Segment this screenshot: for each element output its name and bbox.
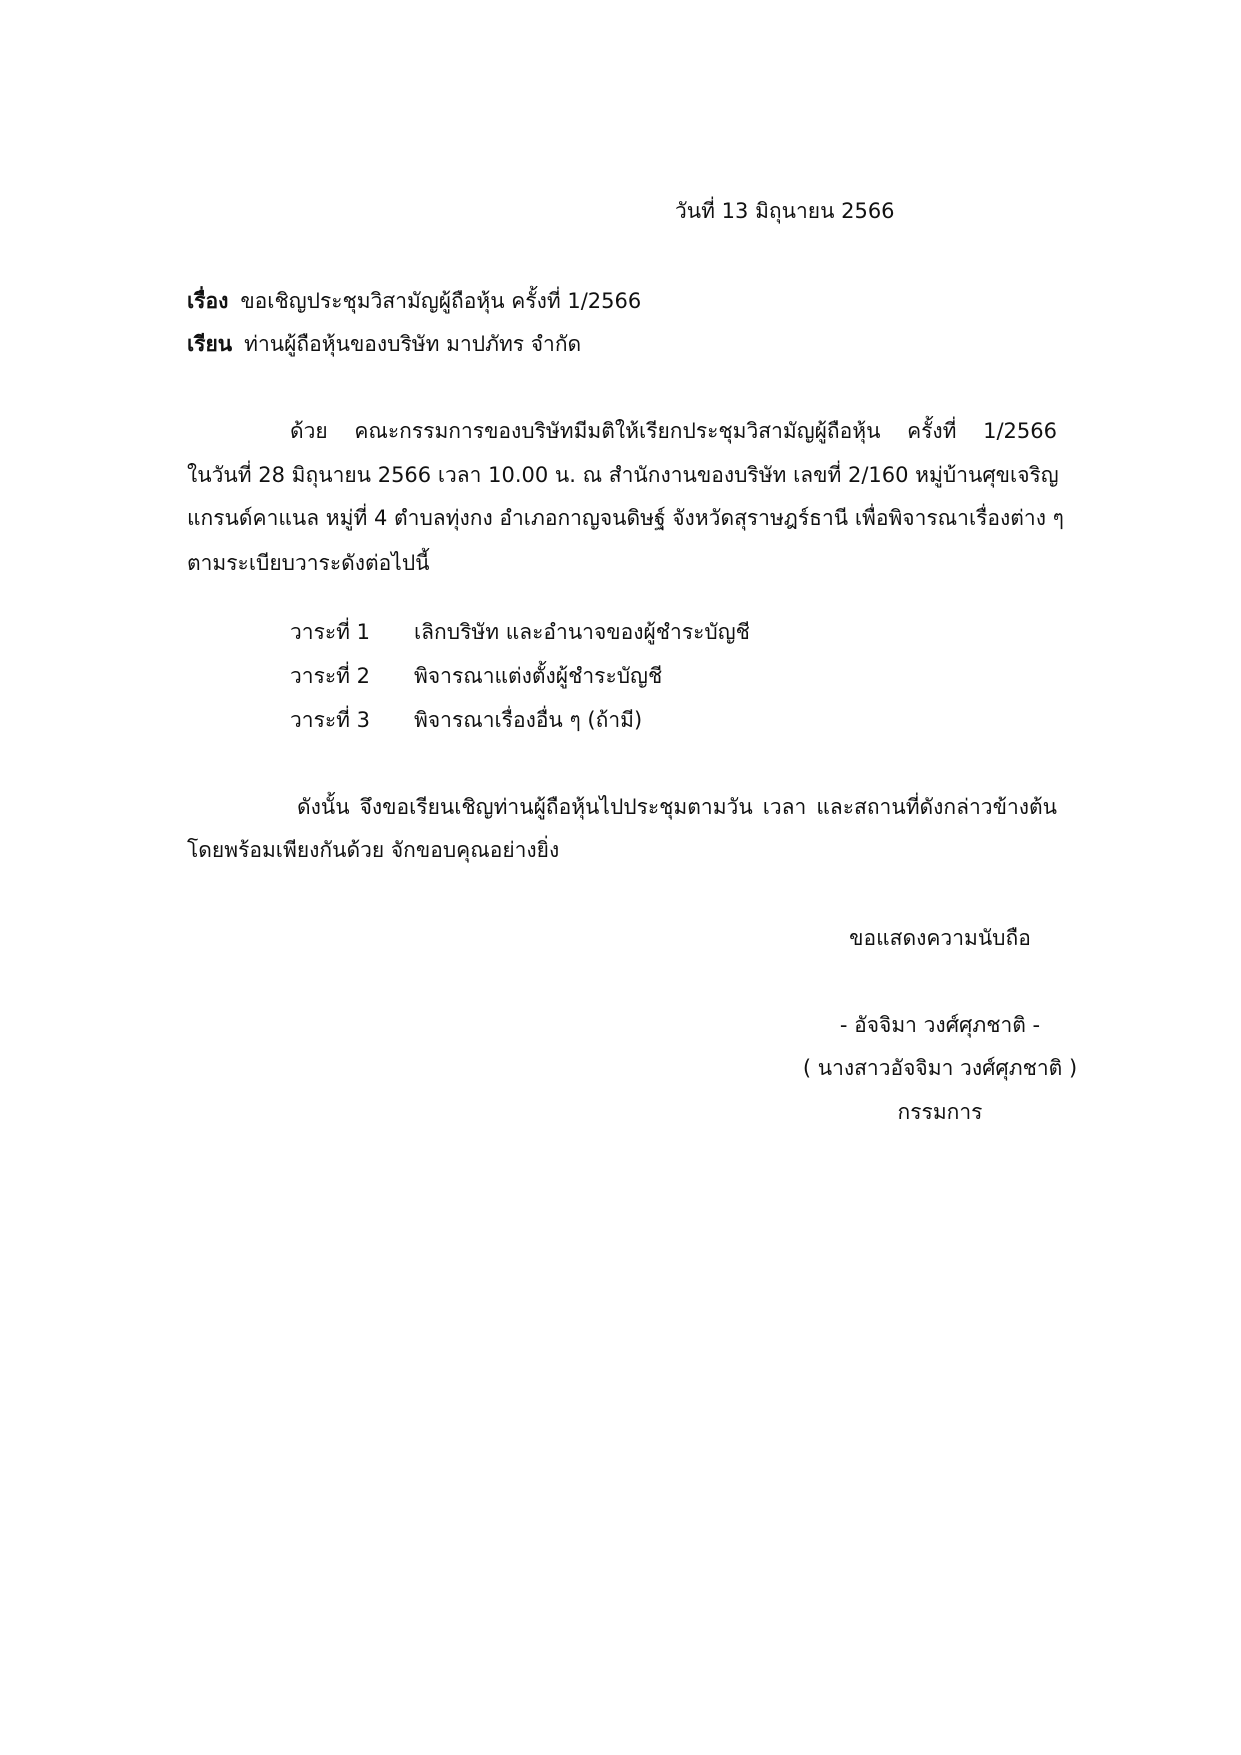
recipient-line (187, 334, 581, 355)
recipient-label: เรียน (187, 332, 233, 356)
agenda-text: เลิกบริษัท และอำนาจของผู้ชำระบัญชี (414, 620, 750, 644)
closing-salutation: ขอแสดงความนับถือ (849, 926, 1031, 950)
subject-line (187, 291, 641, 312)
signature: - อัจจิมา วงศ์ศุภชาติ - (839, 1013, 1041, 1037)
agenda-text: พิจารณาเรื่องอื่น ๆ (ถ้ามี) (414, 708, 643, 732)
agenda-number: วาระที่ 3 (290, 708, 371, 732)
signer-name: ( นางสาวอัจจิมา วงศ์ศุภชาติ ) (802, 1056, 1078, 1080)
agenda-text: พิจารณาแต่งตั้งผู้ชำระบัญชี (414, 664, 663, 688)
agenda-item (290, 666, 662, 687)
intro-line: ตามระเบียบวาระดังต่อไปนี้ (187, 551, 430, 575)
agenda-item (290, 622, 750, 643)
subject-text: ขอเชิญประชุมวิสามัญผู้ถือหุ้น ครั้งที่ 1/2566 (240, 289, 642, 313)
subject-label: เรื่อง (187, 289, 229, 313)
recipient-text: ท่านผู้ถือหุ้นของบริษัท มาปภัทร จำกัด (244, 332, 582, 356)
agenda-item (290, 710, 642, 731)
intro-line: แกรนด์คาแนล หมู่ที่ 4 ตำบลทุ่งกง อำเภอกาญจนดิษฐ์ จังหวัดสุราษฎร์ธานี เพื่อพิจารณาเรื่องต่าง ๆ (187, 506, 1064, 530)
closing-paragraph-line: โดยพร้อมเพียงกันด้วย จักขอบคุณอย่างยิ่ง (187, 838, 560, 862)
agenda-number: วาระที่ 1 (290, 620, 371, 644)
intro-line: ในวันที่ 28 มิถุนายน 2566 เวลา 10.00 น. ณ สำนักงานของบริษัท เลขที่ 2/160 หมู่บ้านศุขเจริญ (187, 463, 1059, 487)
closing-paragraph-line: ดังนั้น จึงขอเรียนเชิญท่านผู้ถือหุ้นไปประชุมตามวัน เวลา และสถานที่ดังกล่าวข้างต้น (297, 795, 1057, 819)
signer-title: กรรมการ (897, 1100, 983, 1124)
intro-line: ด้วย คณะกรรมการของบริษัทมีมติให้เรียกประชุมวิสามัญผู้ถือหุ้น ครั้งที่ 1/2566 (290, 419, 1057, 443)
agenda-number: วาระที่ 2 (290, 664, 371, 688)
letter-date: วันที่ 13 มิถุนายน 2566 (675, 199, 895, 223)
